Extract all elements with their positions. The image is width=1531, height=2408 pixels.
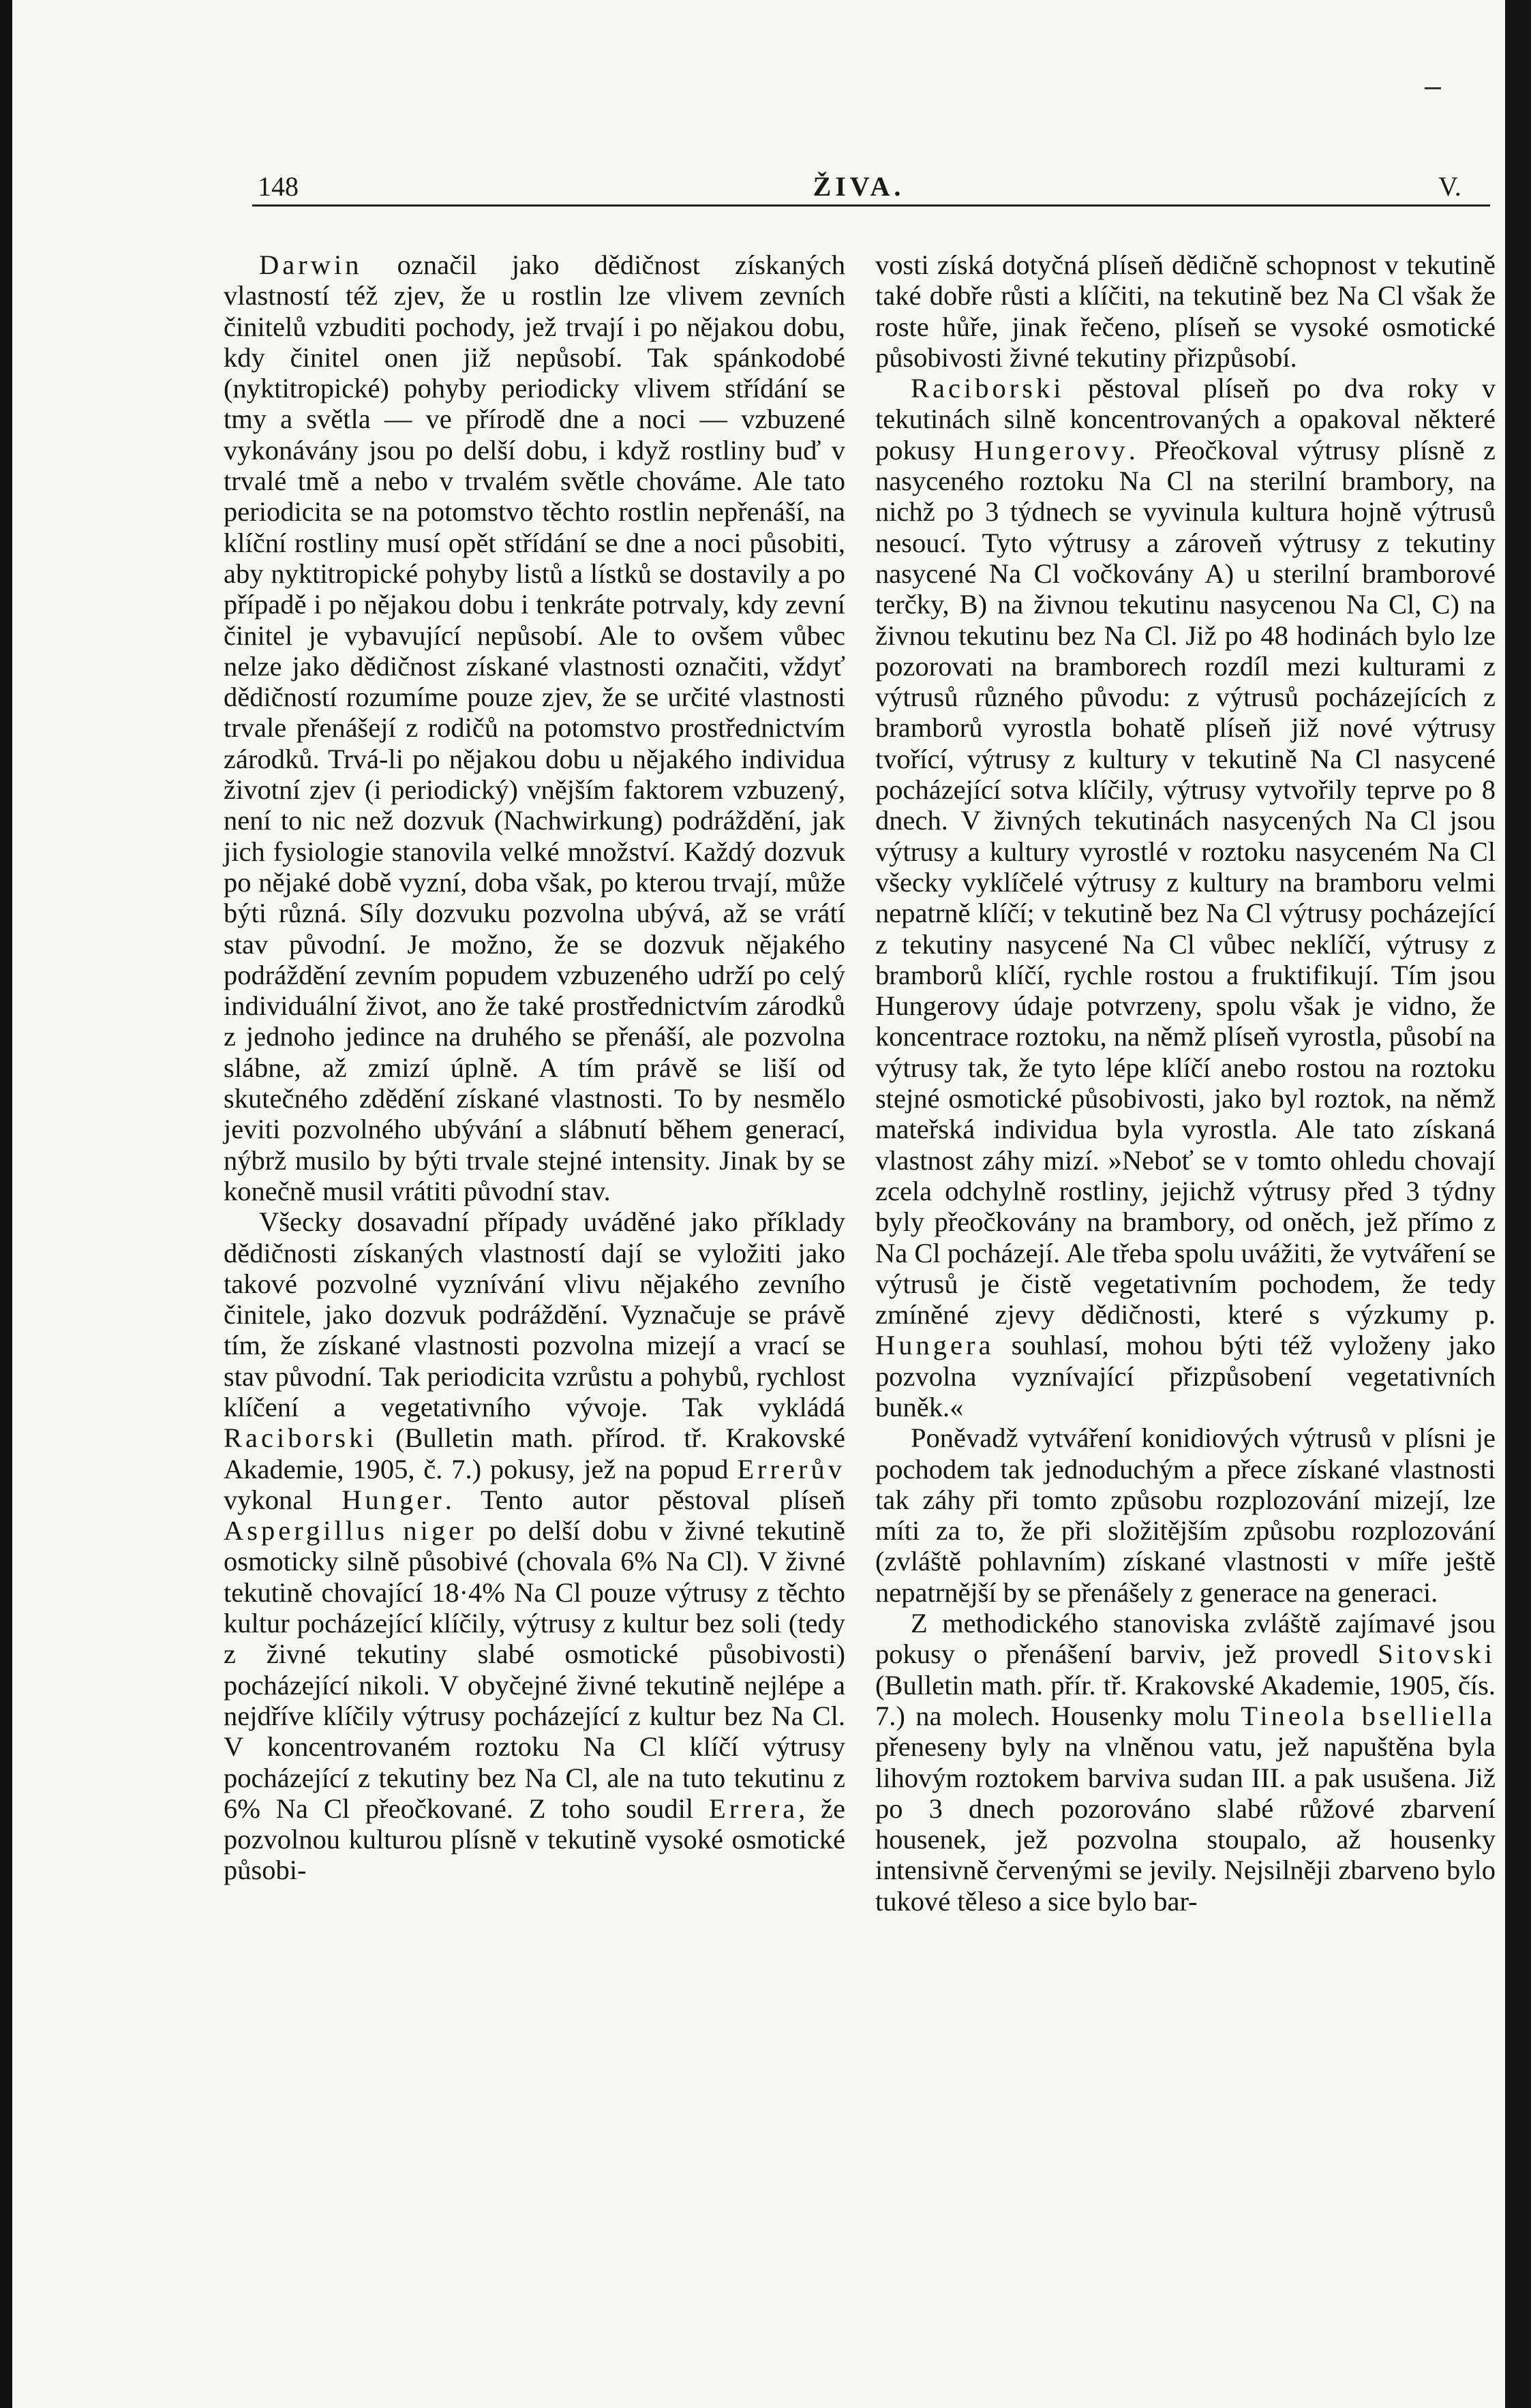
spaced-name: Errerův (737, 1453, 845, 1484)
spaced-name: Hungerovy (973, 434, 1129, 466)
spaced-name: Darwin (259, 249, 363, 280)
spaced-name: Aspergillus niger (224, 1515, 477, 1546)
text-run: po delší dobu v živné tekutině osmoticky silně působivé (chovala 6% Na Cl). V živné tekutině chovající 18·4% Na Cl pouze výtrusy z těchto kultur pocházející klíčily, výtrusy z kultur bez soli (tedy z živné tekutiny slabé osmotické působivosti) pocházející nikoli. V obyčejné živné tekutině nejlépe a nejdříve klíčily výtrusy pocházející z kultur bez Na Cl. V koncentrovaném roztoku Na Cl klíčí výtrusy pocházející z tekutiny bez Na Cl, ale na tuto tekutinu z 6% Na Cl přeočkované. Z toho soudil (224, 1515, 845, 1824)
text-run: vosti získá dotyčná plíseň dědičně schopnost v tekutině také dobře růsti a klíčiti, na tekutině bez Na Cl však že roste hůře, jinak řečeno, plíseň se vysoké osmotické působivosti živné tekutiny přizpůsobí. (875, 249, 1496, 373)
paragraph (224, 249, 845, 1206)
paragraph (224, 1206, 845, 1886)
text-run: přeneseny byly na vlněnou vatu, jež napuštěna byla lihovým roztokem barviva sudan III. a pak usušena. Již po 3 dnech pozorováno slabé růžové zbarvení housenek, jež pozvolna stoupalo, až housenky intensivně červenými se jevily. Nejsilněji zbarveno bylo tukové těleso a sice bylo bar- (875, 1731, 1496, 1917)
page-number: 148 (258, 171, 299, 202)
left-column (224, 249, 845, 1886)
text-run: Z methodického stanoviska zvláště zajímavé jsou pokusy o přenášení barviv, jež provedl (875, 1608, 1496, 1670)
text-run: . Tento autor pěstoval plíseň (444, 1484, 845, 1515)
text-run: . Přeočkoval výtrusy plísně z nasyceného roztoku Na Cl na sterilní brambory, na nichž po 3 týdnech se vyvinula kultura hojně výtrusů nesoucí. Tyto výtrusy a zároveň výtrusy z tekutiny nasycené Na Cl vočkovány A) u sterilní bramborové terčky, B) na živnou tekutinu nasycenou Na Cl, C) na živnou tekutinu bez Na Cl. Již po 48 hodinách bylo lze pozorovati na bramborech rozdíl mezi kulturami z výtrusů různého původu: z výtrusů pocházejících z bramborů vyrostla bohatě plíseň již nové výtrusy tvořící, výtrusy z kultury v tekutině Na Cl nasycené pocházející sotva klíčily, výtrusy vytvořily teprve po 8 dnech. V živných tekutinách nasycených Na Cl jsou výtrusy a kultury vyrostlé v roztoku nasyceném Na Cl všecky vyklíčelé výtrusy z kultury na bramboru velmi nepatrně klíčí; v tekutině bez Na Cl výtrusy pocházející z tekutiny nasycené Na Cl vůbec neklíčí, výtrusy z bramborů klíčí, rychle rostou a fruktifikují. Tím jsou Hungerovy údaje potvrzeny, spolu však je vidno, že koncentrace roztoku, na němž plíseň vyrostla, působí na výtrusy tak, že tyto lépe klíčí anebo rostou na roztoku stejné osmotické působivosti, jako byl roztok, na němž mateřská individua byla vyrostla. Ale tato získaná vlastnost záhy mizí. »Neboť se v tomto ohledu chovají zcela odchylně rostliny, jejichž výtrusy před 3 týdny byly přeočkovány na brambory, od oněch, jež přímo z Na Cl pocházejí. Ale třeba spolu uvážiti, že vytváření se výtrusů je čistě vegetativním pochodem, že tedy zmíněné zjevy dědičnosti, které s výzkumy p. (875, 434, 1496, 1330)
text-run: (Bulletin math. přírod. tř. Krakovské Akademie, 1905, č. 7.) pokusy, jež na popud (224, 1422, 845, 1484)
text-run: , že pozvolnou kulturou plísně v tekutině vysoké osmotické působi- (224, 1793, 846, 1886)
paragraph (875, 249, 1496, 373)
paragraph (875, 1608, 1496, 1917)
text-run: pěstoval plíseň po dva roky v tekutinách silně koncentrovaných a opakoval některé pokusy (875, 373, 1496, 466)
journal-title: ŽIVA. (813, 171, 905, 202)
text-run: označil jako dědičnost získaných vlastností též zjev, že u rostlin lze vlivem zevních činitelů vzbuditi pochody, jež trvají i po nějakou dobu, kdy činitel onen již nepůsobí. Tak spánkodobé (nyktitropické) pohyby periodicky vlivem střídání se tmy a světla — ve přírodě dne a noci — vzbuzené vykonávány jsou po delší dobu, i když rostliny buď v trvalé tmě a nebo v trvalém světle chováme. Ale tato periodicita se na potomstvo těchto rostlin nepřenáší, na klíční rostliny musí opět střídání se dne a noci působiti, aby nyktitropické pohyby listů a lístků se dostavily a po případě i po nějakou dobu i tenkráte potrvaly, kdy zevní činitel je vybavující nepůsobí. Ale to ovšem vůbec nelze jako dědičnost získané vlastnosti označiti, vždyť dědičností rozumíme pouze zjev, že se určité vlastnosti trvale přenášejí z rodičů na potomstvo prostřednictvím zárodků. Trvá-li po nějakou dobu u nějakého individua životní zjev (i periodický) vnějším faktorem vzbuzený, není to nic než dozvuk (Nachwirkung) podráždění, jak jich fysiologie stanovila velké množství. Každý dozvuk po nějaké době vyzní, doba však, po kterou trvají, může býti různá. Síly dozvuku pozvolna ubývá, až se vrátí stav původní. Je možno, že se dozvuk nějakého podráždění zevním popudem vzbuzeného udrží po celý individuální život, ano že také prostřednictvím zárodků z jednoho jedince na druhého se přenáší, ale pozvolna slábne, až zmizí úplně. A tím právě se liší od skutečného zdědění získané vlastnosti. To by nesmělo jeviti pozvolného ubývání a slábnutí během generací, nýbrž musilo by býti trvale stejné intensity. Jinak by se konečně musil vrátiti původní stav. (224, 249, 845, 1206)
spaced-name: Sitovski (1378, 1639, 1496, 1670)
text-run: Všecky dosavadní případy uváděné jako příklady dědičnosti získaných vlastností dají se vyložiti jako takové pozvolné vyznívání vlivu nějakého zevního činitele, jako dozvuk podráždění. Vyznačuje se právě tím, že získané vlastnosti pozvolna mizejí a vrací se stav původní. Tak periodicita vzrůstu a pohybů, rychlost klíčení a vegetativního vývoje. Tak vykládá (224, 1206, 845, 1422)
spaced-name: Errera (708, 1793, 799, 1824)
right-column (875, 249, 1496, 1917)
spaced-name: Hungera (875, 1330, 995, 1361)
spaced-name: Raciborski (224, 1422, 378, 1454)
text-run: Poněvadž vytváření konidiových výtrusů v plísni je pochodem tak jednoduchým a přece získané vlastnosti tak záhy při tomto způsobu rozplozování mizejí, lze míti za to, že při složitějším způsobu rozplozování (zvláště pohlavním) získané vlastnosti v míře ještě nepatrnější by se přenášely z generace na generaci. (875, 1422, 1496, 1608)
paragraph (875, 1422, 1496, 1608)
spaced-name: Tineola bselliella (1241, 1700, 1496, 1731)
volume-number: V. (1438, 171, 1461, 202)
spaced-name: Hunger (342, 1484, 445, 1515)
text-run: vykonal (224, 1484, 342, 1515)
text-run: (Bulletin math. přír. tř. Krakovské Akademie, 1905, čís. 7.) na molech. Housenky molu (875, 1669, 1496, 1731)
spaced-name: Raciborski (911, 373, 1065, 404)
paragraph (875, 373, 1496, 1422)
text-run: souhlasí, mohou býti též vyloženy jako pozvolna vyznívající přizpůsobení vegetativních buněk.« (875, 1330, 1496, 1422)
header-rule (252, 204, 1490, 207)
